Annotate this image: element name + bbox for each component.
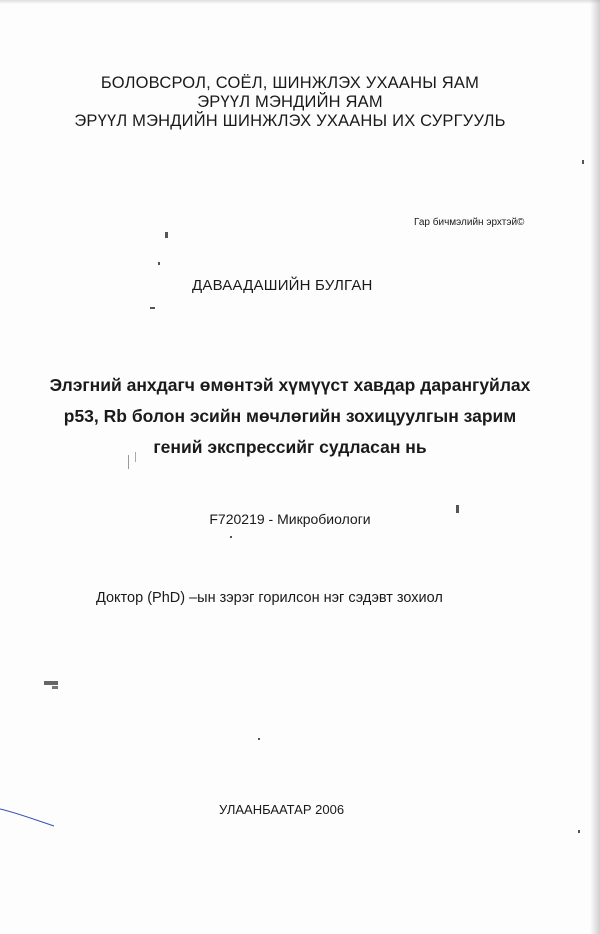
scan-speck [582, 160, 584, 164]
thesis-title-line-3: гений экспрессийг судласан нь [153, 437, 427, 457]
institution-header [0, 74, 580, 131]
thesis-title-line-1: Элэгний анхдагч өмөнтэй хүмүүст хавдар дарангуйлах [49, 375, 531, 395]
ministry-education: БОЛОВСРОЛ, СОЁЛ, ШИНЖЛЭХ УХААНЫ ЯАМ [100, 74, 480, 92]
scan-speck [230, 536, 232, 538]
scan-speck [158, 262, 160, 265]
scan-speck [52, 686, 58, 689]
scan-speck [128, 455, 129, 469]
scan-edge-right [590, 0, 600, 934]
copyright-note: Гар бичмэлийн эрхтэй© [414, 217, 525, 228]
specialty-code: F720219 - Микробиологи [209, 511, 371, 527]
scan-edge-top [0, 0, 600, 4]
scan-speck [135, 452, 136, 462]
author-name: ДАВААДАШИЙН БУЛГАН [192, 277, 373, 294]
city-year: УЛААНБААТАР 2006 [219, 802, 345, 817]
thesis-title [0, 370, 580, 463]
scan-speck [150, 307, 155, 309]
scan-speck [44, 681, 58, 685]
degree-statement: Доктор (PhD) –ын зэрэг горилсон нэг сэдэвт зохиол [96, 590, 443, 606]
pen-mark [0, 806, 56, 828]
university-name: ЭРҮҮЛ МЭНДИЙН ШИНЖЛЭХ УХААНЫ ИХ СУРГУУЛЬ [74, 112, 506, 130]
scan-speck [578, 830, 580, 833]
ministry-health: ЭРҮҮЛ МЭНДИЙН ЯАМ [197, 93, 383, 111]
thesis-title-line-2: p53, Rb болон эсийн мөчлөгийн зохицуулгын зарим [63, 406, 517, 426]
scan-speck [258, 738, 260, 740]
scan-speck [165, 232, 168, 238]
scan-speck [456, 505, 459, 513]
